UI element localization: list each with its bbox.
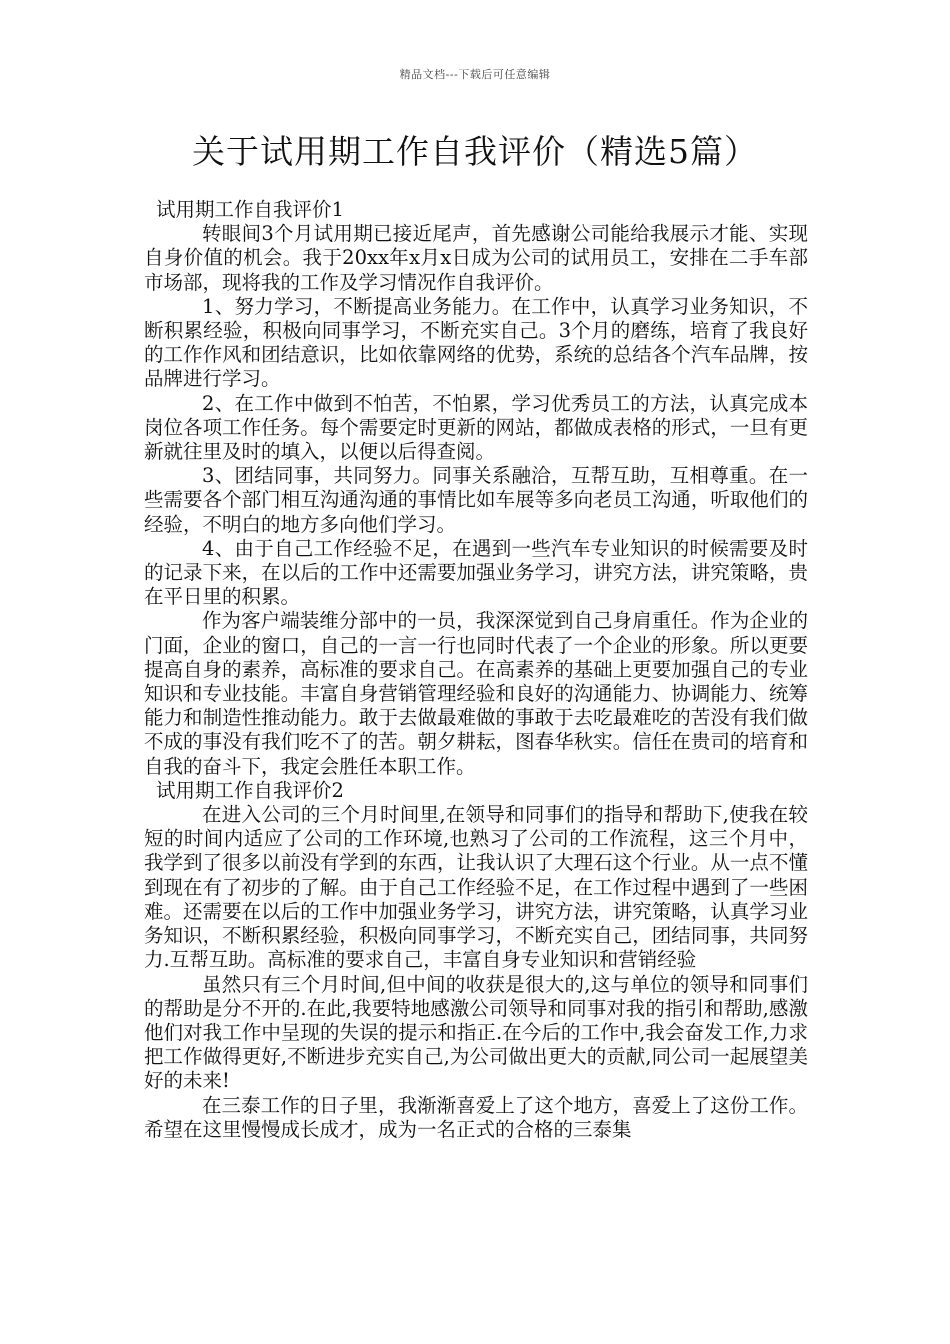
paragraph: 在进入公司的三个月时间里,在领导和同事们的指导和帮助下,使我在较短的时间内适应了公司的工作环境,也熟习了公司的工作流程，这三个月中，我学到了很多以前没有学到的东西，让我认识了大理石这个行业。从一点不懂到现在有了初步的了解。由于自己工作经验不足，在工作过程中遇到了一些困难。还需要在以后的工作中加强业务学习，讲究方法，讲究策略，认真学习业务知识，不断积累经验，积极向同事学习，不断充实自己，团结同事，共同努力.互帮互助。高标准的要求自己，丰富自身专业知识和营销经验	[144, 803, 808, 972]
paragraph: 2、在工作中做到不怕苦，不怕累，学习优秀员工的方法，认真完成本岗位各项工作任务。每个需要定时更新的网站，都做成表格的形式，一旦有更新就往里及时的填入，以便以后得查阅。	[144, 391, 808, 464]
paragraph: 作为客户端装维分部中的一员，我深深觉到自己身肩重任。作为企业的门面，企业的窗口，自己的一言一行也同时代表了一个企业的形象。所以更要提高自身的素养，高标准的要求自己。在高素养的基础上更要加强自己的专业知识和专业技能。丰富自身营销管理经验和良好的沟通能力、协调能力、统筹能力和制造性推动能力。敢于去做最难做的事敢于去吃最难吃的苦没有我们做不成的事没有我们吃不了的苦。朝夕耕耘，图春华秋实。信任在贵司的培育和自我的奋斗下，我定会胜任本职工作。	[144, 609, 808, 778]
paragraph: 3、团结同事，共同努力。同事关系融洽，互帮互助，互相尊重。在一些需要各个部门相互沟通沟通的事情比如车展等多向老员工沟通，听取他们的经验，不明白的地方多向他们学习。	[144, 464, 808, 536]
section-heading: 试用期工作自我评价2	[156, 778, 344, 802]
paragraph: 虽然只有三个月时间,但中间的收获是很大的,这与单位的领导和同事们的帮助是分不开的.在此,我要特地感激公司领导和同事对我的指引和帮助,感激他们对我工作中呈现的失误的提示和指正.在今后的工作中,我会奋发工作,力求把工作做得更好,不断进步充实自己,为公司做出更大的贡献,同公司一起展望美好的未来!	[144, 972, 808, 1093]
section-heading: 试用期工作自我评价1	[156, 198, 344, 221]
document-body	[144, 198, 808, 1142]
document-title: 关于试用期工作自我评价（精选5篇）	[192, 132, 758, 171]
paragraph: 转眼间3个月试用期已接近尾声，首先感谢公司能给我展示才能、实现自身价值的机会。我于20xx年x月x日成为公司的试用员工，安排在二手车部市场部，现将我的工作及学习情况作自我评价。	[144, 222, 808, 294]
header-note: 精品文档---下载后可任意编辑	[399, 68, 551, 81]
paragraph: 在三泰工作的日子里，我渐渐喜爱上了这个地方，喜爱上了这份工作。希望在这里慢慢成长成才，成为一名正式的合格的三泰集	[144, 1093, 808, 1141]
paragraph: 4、由于自己工作经验不足，在遇到一些汽车专业知识的时候需要及时的记录下来，在以后的工作中还需要加强业务学习，讲究方法，讲究策略，贵在平日里的积累。	[144, 536, 808, 609]
paragraph: 1、努力学习，不断提高业务能力。在工作中，认真学习业务知识，不断积累经验，积极向同事学习，不断充实自己。3个月的磨练，培育了我良好的工作作风和团结意识，比如依靠网络的优势，系统的总结各个汽车品牌，按品牌进行学习。	[144, 294, 808, 391]
